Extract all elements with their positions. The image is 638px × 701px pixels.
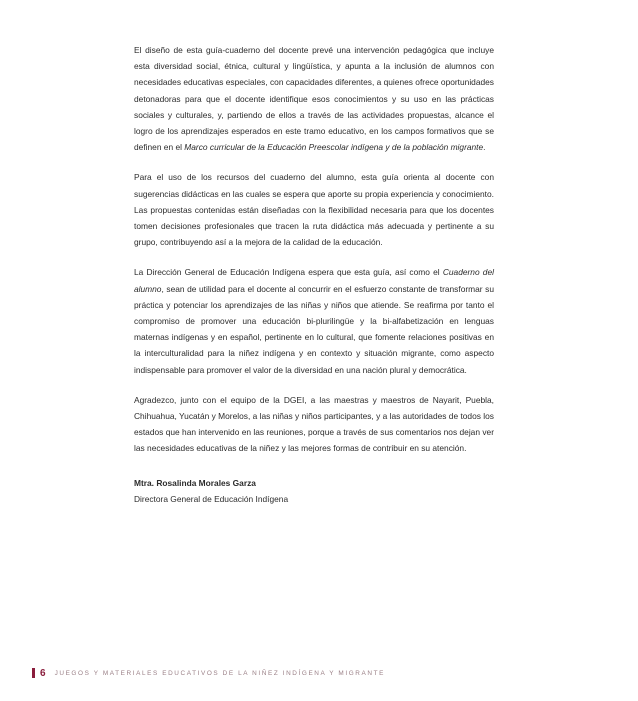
paragraph-1-text: El diseño de esta guía-cuaderno del docente prevé una intervención pedagógica que incluye esta diversidad social, étnica, cultural y lingüística, y apunta a la inclusión de alumnos con necesidades educativas especiales, con capacidades diferentes, a quienes ofrece oportunidades detonadoras para que el docente identifique esos conocimientos y su uso en las prácticas sociales y culturales, y, partiendo de ellos a través de las actividades propuestas, alcance el logro de los aprendizajes esperados en este tramo educativo, en los campos formativos que se definen en el — [134, 45, 494, 153]
page-footer — [32, 667, 385, 679]
footer-accent-bar — [32, 668, 35, 678]
paragraph-1-after: . — [483, 142, 486, 153]
paragraph-4-text: Agradezco, junto con el equipo de la DGEI, a las maestras y maestros de Nayarit, Puebla, Chihuahua, Yucatán y Morelos, a las niñas y niños participantes, y a las autoridades de todos los estados que han intervenido en las reuniones, porque a través de sus comentarios nos dejan ver las necesidades educativas de la niñez y las mejores formas de contribuir en su atención. — [134, 394, 494, 454]
signature-name: Mtra. Rosalinda Morales Garza — [134, 477, 256, 488]
paragraph-1-emphasis: Marco curricular de la Educación Preescolar indígena y de la población migrante — [184, 142, 484, 153]
paragraph-1 — [134, 42, 494, 155]
paragraph-4 — [134, 392, 494, 457]
paragraph-3-after: , sean de utilidad para el docente al concurrir en el esfuerzo constante de transformar su práctica y potenciar los aprendizajes de las niñas y niños que atiende. Se reafirma por tanto el compromiso de promover una educación bi-plurilingüe y la bi-alfabetización en lenguas maternas indígenas y en español, pertinente en lo cultural, que fomente relaciones positivas en la interculturalidad para la niñez indígena y en contexto y situación migrante, como aspecto indispensable para promover el valor de la diversidad en una nación plural y democrática. — [134, 283, 494, 375]
paragraph-3 — [134, 264, 494, 377]
paragraph-3-emphasis: Cuaderno del alumno — [134, 267, 494, 294]
paragraph-3-text: La Dirección General de Educación Indígena espera que esta guía, así como el — [134, 267, 443, 278]
page-number: 6 — [40, 667, 46, 679]
paragraph-2-text: Para el uso de los recursos del cuaderno del alumno, esta guía orienta al docente con sugerencias didácticas en las cuales se espera que aporte su propia experiencia y conocimiento. Las propuestas contenidas están diseñadas con la flexibilidad necesaria para que los docentes tomen decisiones profesionales que tracen la ruta didáctica más adecuada y pertinente a su grupo, contribuyendo así a la mejora de la calidad de la educación. — [134, 172, 494, 248]
paragraph-2 — [134, 169, 494, 250]
running-title: JUEGOS Y MATERIALES EDUCATIVOS DE LA NIÑEZ INDÍGENA Y MIGRANTE — [54, 669, 385, 677]
body-text — [134, 42, 494, 507]
signature-title: Directora General de Educación Indígena — [134, 493, 289, 504]
